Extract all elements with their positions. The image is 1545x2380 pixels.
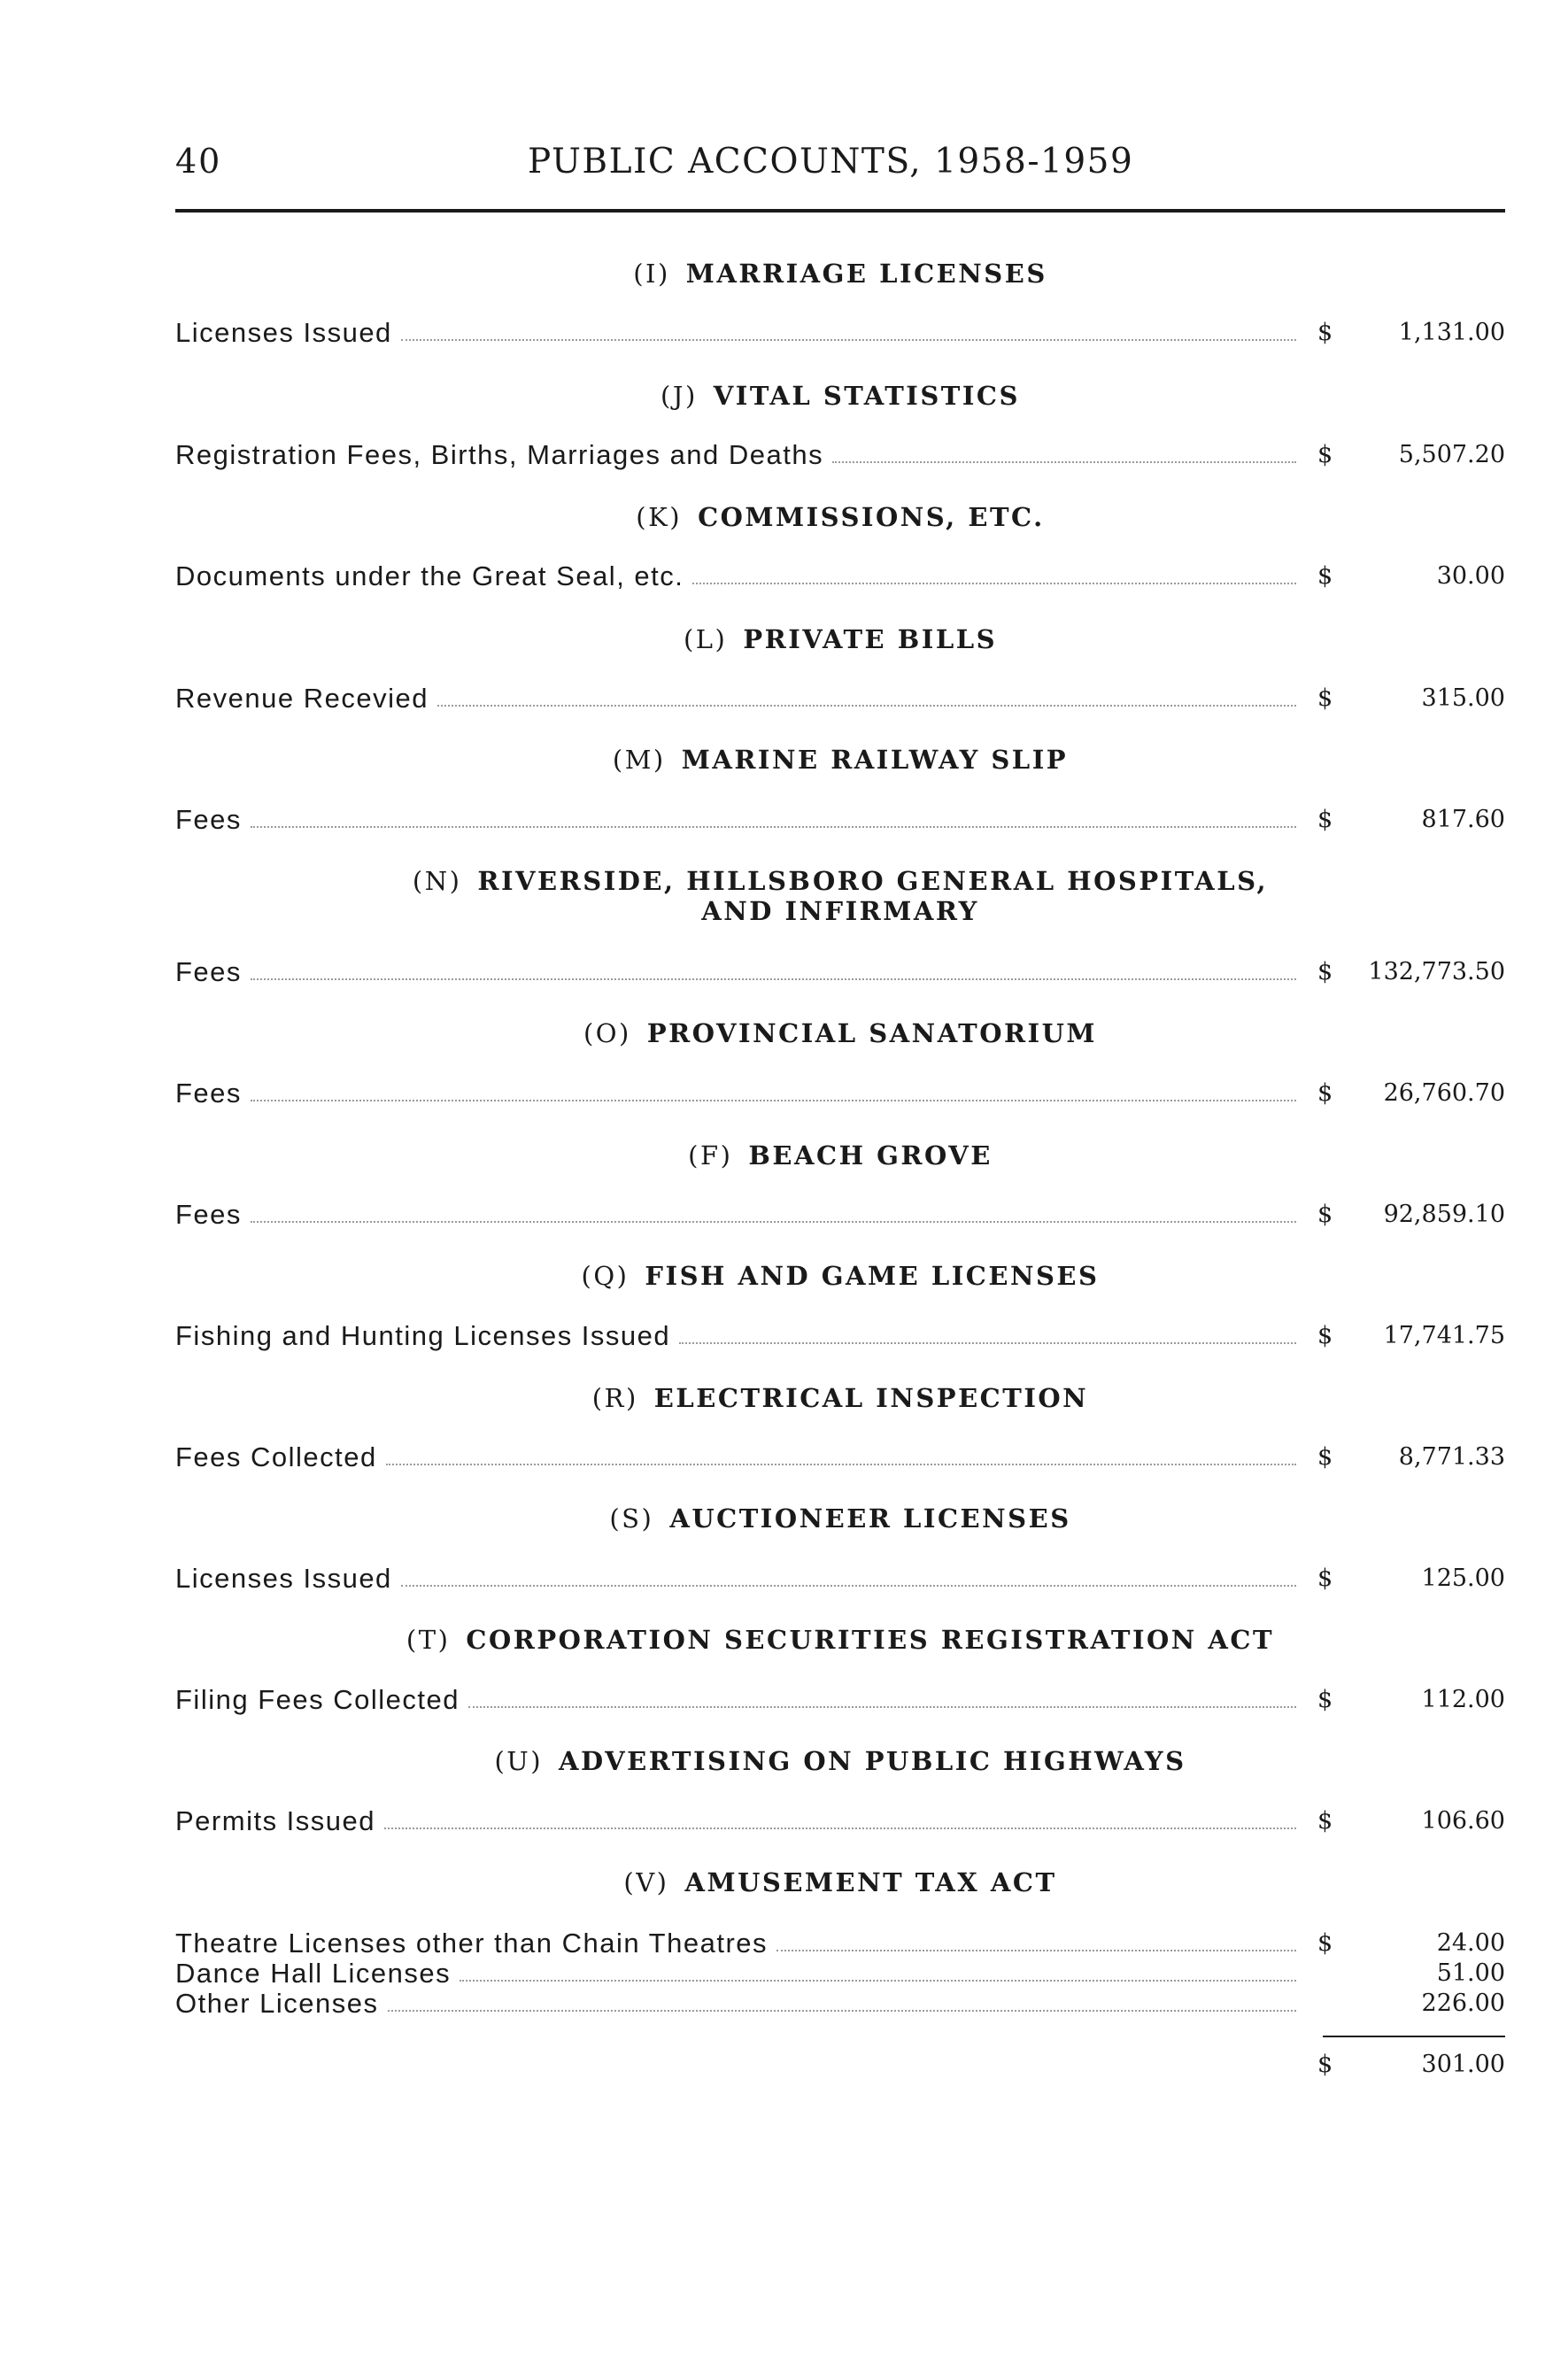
section-letter: (U): [494, 1746, 544, 1776]
section-letter: (J): [660, 381, 698, 411]
page-title: PUBLIC ACCOUNTS, 1958-1959: [528, 142, 1134, 182]
section-letter: (T): [406, 1625, 451, 1655]
dot-leader: [460, 1980, 1296, 1982]
account-row: [175, 1988, 1505, 2021]
dot-leader: [388, 2010, 1297, 2012]
row-amount: 226.00: [1421, 1990, 1505, 2017]
dot-leader: [251, 1100, 1296, 1101]
account-row: [175, 439, 1505, 473]
section-letter: (N): [412, 866, 462, 896]
account-row: [175, 317, 1505, 351]
section-title: BEACH GROVE: [748, 1140, 993, 1171]
account-row: [175, 1563, 1505, 1596]
account-row: [175, 1958, 1505, 1991]
section-title: COMMISSIONS, ETC.: [698, 502, 1045, 532]
section-title: VITAL STATISTICS: [713, 381, 1020, 411]
dot-leader: [251, 1221, 1296, 1223]
dot-leader: [832, 461, 1296, 463]
row-label: Theatre Licenses other than Chain Theatres: [175, 1928, 769, 1959]
section-letter: (Q): [581, 1261, 630, 1291]
dot-leader: [468, 1706, 1296, 1708]
section-heading-l: [175, 624, 1505, 654]
row-label: Fees Collected: [175, 1441, 377, 1472]
row-amount: 26,760.70: [1383, 1079, 1505, 1107]
section-heading-t: [175, 1625, 1505, 1655]
dot-leader: [384, 1828, 1296, 1829]
section-letter: (V): [623, 1867, 669, 1897]
section-title: MARRIAGE LICENSES: [685, 259, 1047, 289]
section-title: ADVERTISING ON PUBLIC HIGHWAYS: [559, 1746, 1186, 1776]
account-row: [175, 1199, 1505, 1232]
page-number: 40: [175, 142, 222, 181]
dot-leader: [251, 826, 1296, 828]
section-heading-o: [175, 1018, 1505, 1048]
row-label: Dance Hall Licenses: [175, 1958, 452, 1989]
total-amount: 301.00: [1421, 2051, 1505, 2078]
dollar-sign: $: [1317, 319, 1333, 346]
section-letter: (S): [609, 1503, 654, 1534]
row-amount: 17,741.75: [1383, 1322, 1505, 1349]
row-label: Licenses Issued: [175, 317, 392, 348]
row-amount: 112.00: [1421, 1686, 1505, 1713]
dot-leader: [386, 1464, 1296, 1465]
row-label: Fishing and Hunting Licenses Issued: [175, 1320, 671, 1351]
dollar-sign: $: [1317, 1565, 1333, 1592]
section-title: CORPORATION SECURITIES REGISTRATION ACT: [466, 1625, 1275, 1655]
section-title: FISH AND GAME LICENSES: [645, 1261, 1100, 1291]
row-label: Licenses Issued: [175, 1563, 392, 1594]
row-amount: 5,507.20: [1398, 441, 1505, 468]
row-label: Documents under the Great Seal, etc.: [175, 560, 684, 591]
dot-leader: [679, 1342, 1296, 1344]
row-label: Fees: [175, 1199, 242, 1230]
dollar-sign: $: [1317, 1807, 1333, 1835]
account-row: [175, 1928, 1505, 1961]
section-letter: (K): [636, 502, 683, 532]
row-amount: 132,773.50: [1368, 958, 1505, 985]
section-title: AMUSEMENT TAX ACT: [684, 1867, 1057, 1897]
dollar-sign: $: [1317, 1443, 1333, 1471]
row-label: Fees: [175, 956, 242, 987]
dollar-sign: $: [1317, 684, 1333, 712]
row-amount: 51.00: [1436, 1959, 1505, 1987]
dollar-sign: $: [1317, 1322, 1333, 1349]
section-heading-i: [175, 259, 1505, 289]
section-title: AUCTIONEER LICENSES: [669, 1503, 1071, 1534]
section-letter: (F): [688, 1140, 733, 1171]
dollar-sign: $: [1317, 1079, 1333, 1107]
account-row: [175, 1805, 1505, 1839]
account-row: [175, 560, 1505, 594]
section-letter: (R): [591, 1383, 638, 1413]
account-row: [175, 804, 1505, 838]
section-title: PROVINCIAL SANATORIUM: [646, 1018, 1098, 1048]
section-heading-n: [175, 866, 1505, 926]
section-title: RIVERSIDE, HILLSBORO GENERAL HOSPITALS,: [477, 866, 1269, 896]
row-amount: 1,131.00: [1398, 319, 1505, 346]
dollar-sign: $: [1317, 806, 1333, 833]
section-heading-v: [175, 1867, 1505, 1897]
dot-leader: [401, 339, 1296, 341]
section-heading-m: [175, 745, 1505, 775]
section-letter: (M): [612, 745, 666, 775]
row-amount: 817.60: [1421, 806, 1505, 833]
section-title: MARINE RAILWAY SLIP: [681, 745, 1069, 775]
section-heading-k: [175, 502, 1505, 532]
row-label: Revenue Recevied: [175, 683, 429, 714]
dot-leader: [437, 705, 1296, 707]
section-heading-r: [175, 1383, 1505, 1413]
dollar-sign: $: [1317, 958, 1333, 985]
sum-rule: [1323, 2036, 1505, 2037]
section-title: ELECTRICAL INSPECTION: [653, 1383, 1089, 1413]
row-label: Fees: [175, 1078, 242, 1109]
dollar-sign: $: [1317, 1201, 1333, 1228]
dot-leader: [776, 1950, 1296, 1951]
dollar-sign: $: [1317, 1686, 1333, 1713]
section-heading-s: [175, 1503, 1505, 1534]
section-title: PRIVATE BILLS: [743, 624, 998, 654]
dollar-sign: $: [1317, 2051, 1333, 2078]
row-label: Filing Fees Collected: [175, 1684, 460, 1715]
header-rule: [175, 209, 1505, 212]
row-amount: 106.60: [1421, 1807, 1505, 1835]
section-heading-f: [175, 1140, 1505, 1171]
account-row: [175, 1320, 1505, 1354]
row-label: Other Licenses: [175, 1988, 379, 2019]
row-amount: 30.00: [1436, 562, 1505, 590]
account-row: [175, 1078, 1505, 1111]
section-letter: (O): [583, 1018, 631, 1048]
row-amount: 125.00: [1421, 1565, 1505, 1592]
row-label: Fees: [175, 804, 242, 835]
section-heading-u: [175, 1746, 1505, 1776]
dot-leader: [692, 583, 1296, 584]
section-title-line2: AND INFIRMARY: [701, 896, 979, 926]
row-label: Registration Fees, Births, Marriages and Deaths: [175, 439, 824, 470]
section-letter: (L): [683, 624, 728, 654]
dollar-sign: $: [1317, 1929, 1333, 1957]
section-heading-q: [175, 1261, 1505, 1291]
account-row: [175, 1684, 1505, 1718]
page-header: [175, 142, 1503, 195]
row-amount: 8,771.33: [1398, 1443, 1505, 1471]
row-amount: 92,859.10: [1383, 1201, 1505, 1228]
dot-leader: [251, 978, 1296, 980]
dollar-sign: $: [1317, 562, 1333, 590]
dollar-sign: $: [1317, 441, 1333, 468]
total-row: [175, 2049, 1505, 2082]
account-row: [175, 683, 1505, 716]
account-row: [175, 956, 1505, 990]
row-label: Permits Issued: [175, 1805, 376, 1836]
account-row: [175, 1441, 1505, 1475]
section-heading-j: [175, 381, 1505, 411]
row-amount: 24.00: [1436, 1929, 1505, 1957]
row-amount: 315.00: [1421, 684, 1505, 712]
section-letter: (I): [633, 259, 670, 289]
dot-leader: [401, 1585, 1296, 1587]
